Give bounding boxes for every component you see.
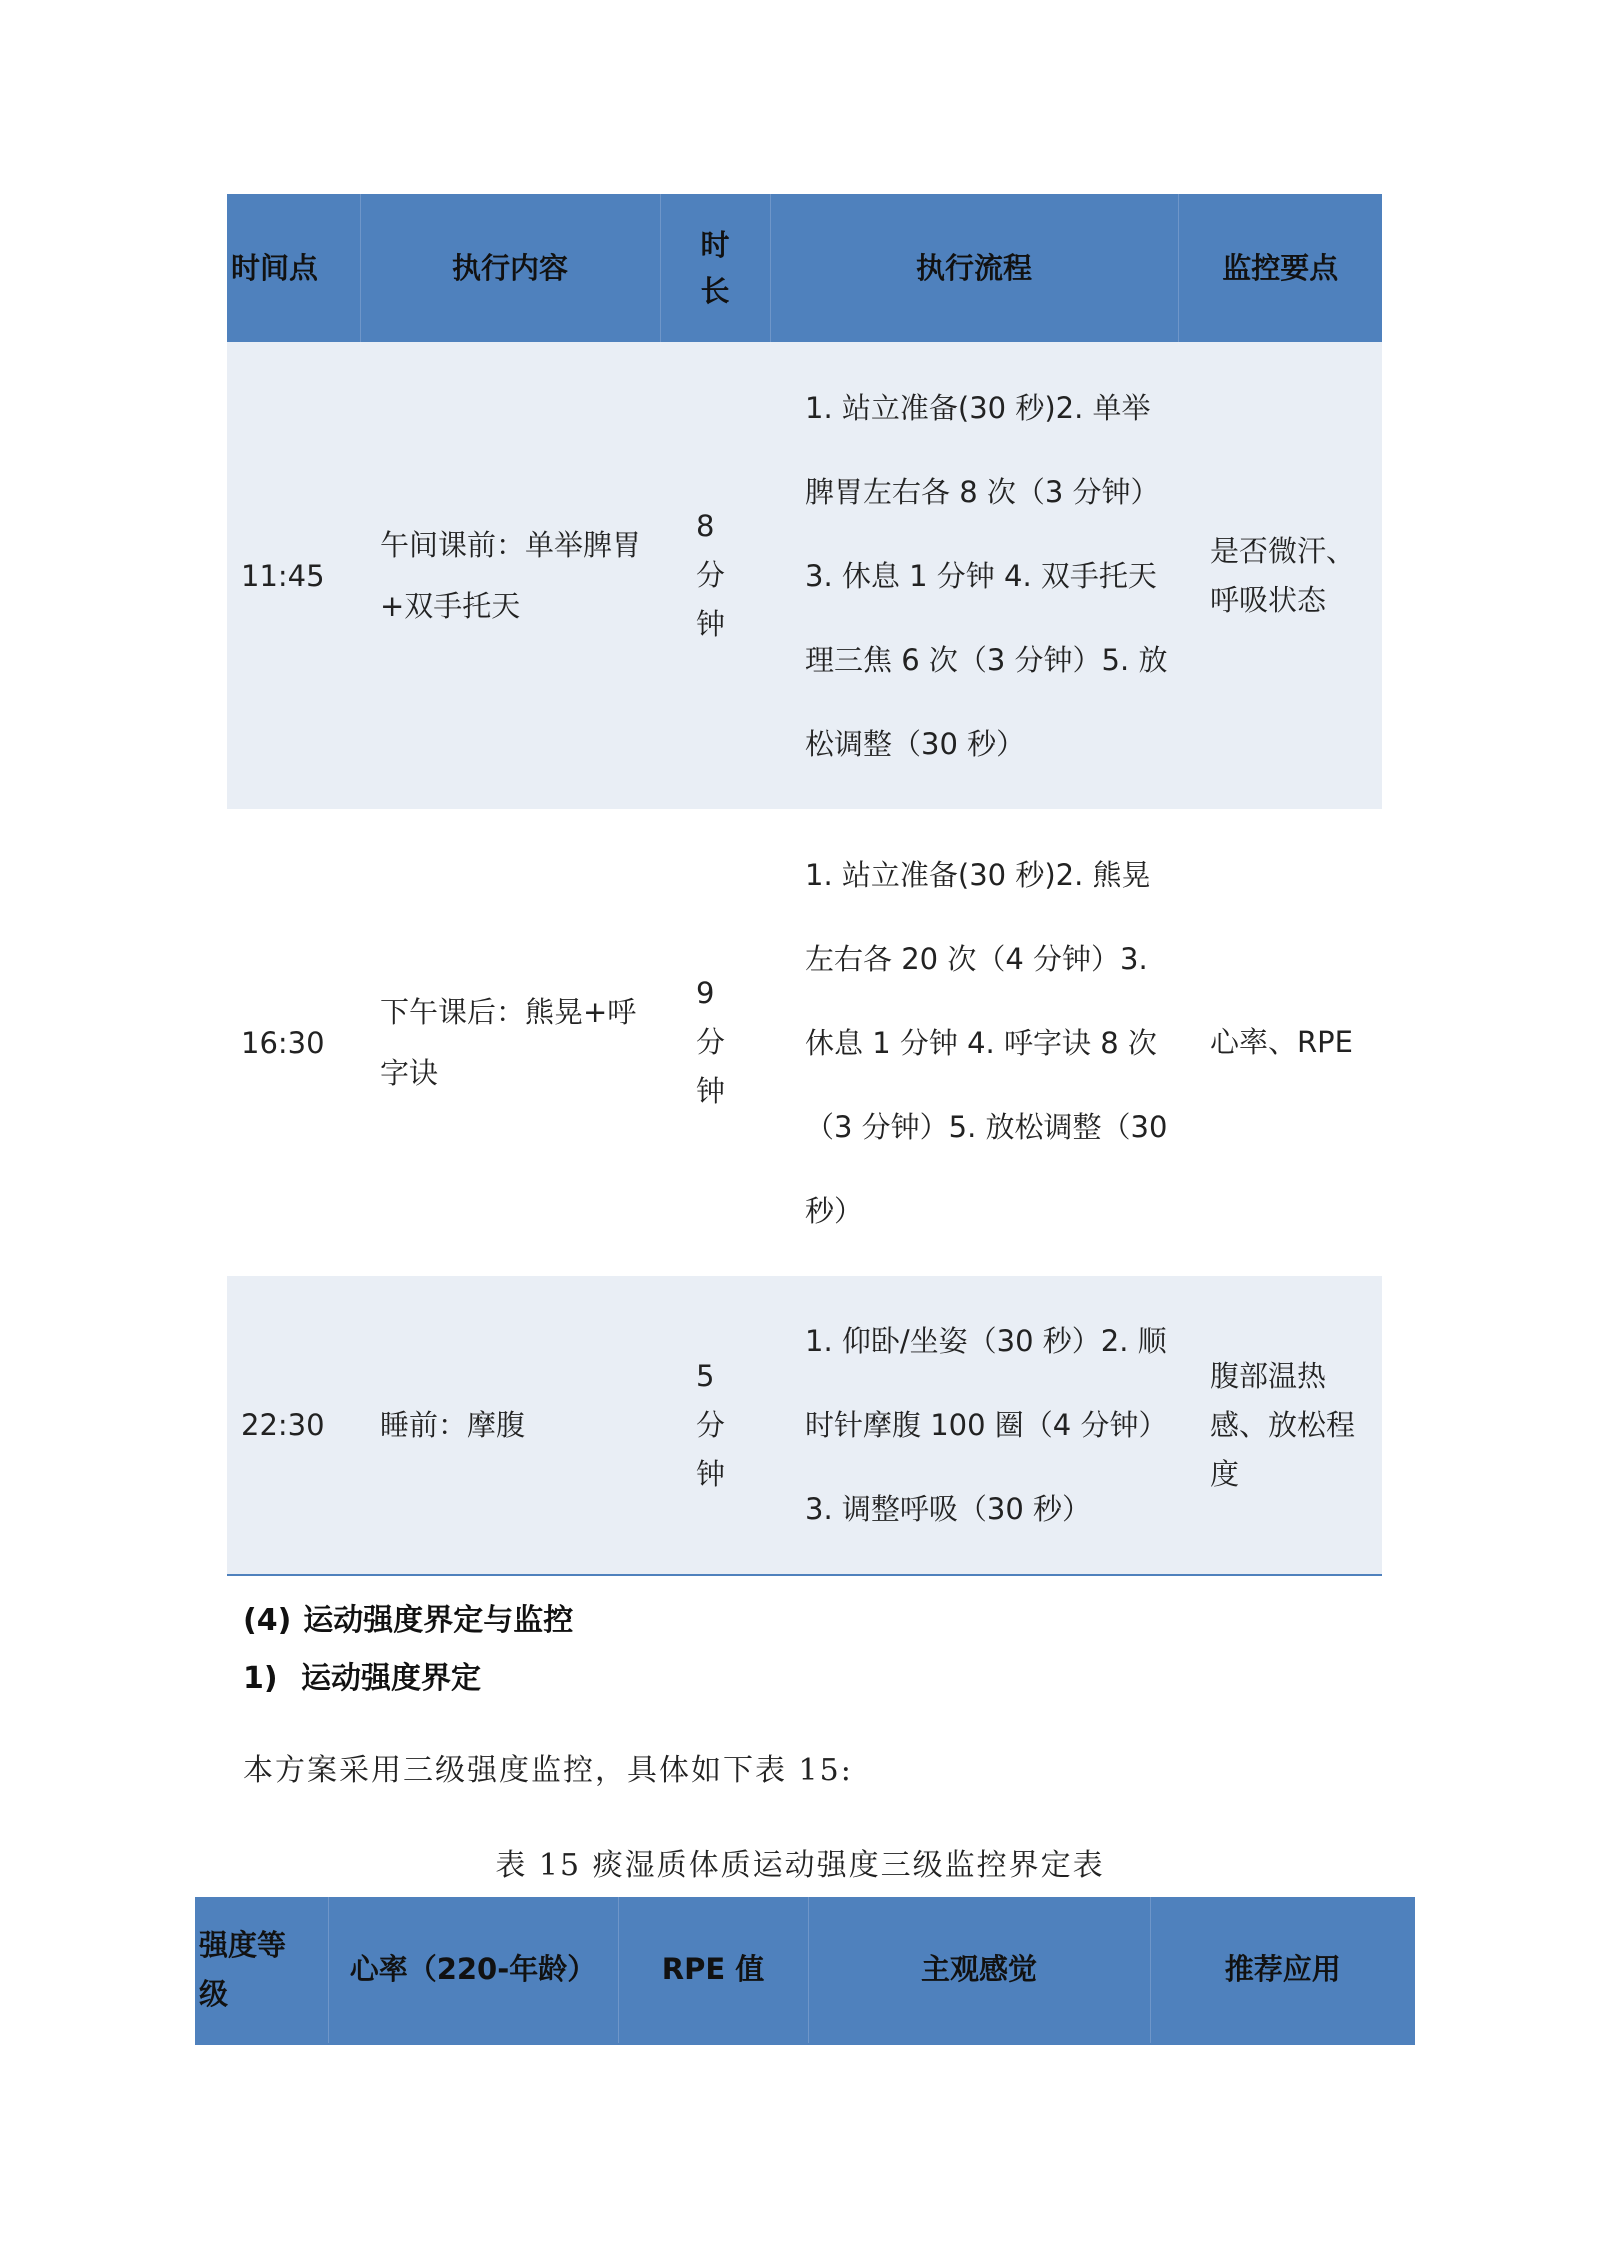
cell-monitor: 腹部温热感、放松程度: [1178, 1276, 1382, 1575]
table-row: [227, 1276, 1382, 1575]
table-header-row: [195, 1897, 1415, 2044]
section-heading-1: [243, 1653, 481, 1697]
cell-content: 午间课前：单举脾胃+双手托天: [360, 342, 660, 809]
cell-monitor: 是否微汗、呼吸状态: [1178, 342, 1382, 809]
cell-flow: 1. 站立准备(30 秒)2. 熊晃左右各 20 次（4 分钟）3. 休息 1 分钟 4. 呼字诀 8 次（3 分钟）5. 放松调整（30 秒）: [805, 857, 1168, 1228]
cell-duration-text: 9分钟: [696, 976, 726, 1108]
cell-duration-text: 8分钟: [696, 509, 726, 641]
cell-duration: [660, 342, 770, 809]
header-application: 推荐应用: [1150, 1897, 1415, 2044]
cell-monitor: 心率、RPE: [1210, 1025, 1353, 1059]
body-paragraph: 本方案采用三级强度监控，具体如下表 15:: [243, 1753, 853, 1788]
cell-content: 下午课后：熊晃+呼字诀: [380, 994, 637, 1090]
header-feeling: 主观感觉: [808, 1897, 1150, 2044]
header-flow: 执行流程: [770, 194, 1178, 342]
exercise-schedule-table: [227, 194, 1382, 1576]
section-heading-4-number: (4): [243, 1603, 292, 1638]
header-time: 时间点: [227, 194, 360, 342]
cell-content: 睡前：摩腹: [360, 1276, 660, 1575]
cell-flow: 1. 站立准备(30 秒)2. 单举脾胃左右各 8 次（3 分钟）3. 休息 1 分钟 4. 双手托天理三焦 6 次（3 分钟）5. 放松调整（30 秒）: [770, 342, 1178, 809]
header-content: 执行内容: [360, 194, 660, 342]
cell-duration: [660, 809, 770, 1276]
section-heading-1-text: 运动强度界定: [301, 1661, 481, 1696]
table-row: [227, 342, 1382, 809]
cell-duration-text: 5分钟: [696, 1358, 726, 1491]
table-caption: 表 15 痰湿质体质运动强度三级监控界定表: [495, 1848, 1105, 1883]
header-monitor: 监控要点: [1178, 194, 1382, 342]
table-header-row: [227, 194, 1382, 342]
header-duration-text: 时长: [700, 227, 730, 308]
cell-flow: 1. 仰卧/坐姿（30 秒）2. 顺时针摩腹 100 圈（4 分钟）3. 调整呼吸（30 秒）: [770, 1276, 1178, 1575]
section-heading-4-text: 运动强度界定与监控: [303, 1603, 574, 1638]
cell-duration: [660, 1276, 770, 1575]
cell-time: 16:30: [241, 1025, 325, 1060]
header-heart-rate: 心率（220-年龄）: [328, 1897, 618, 2044]
header-duration: [660, 194, 770, 342]
cell-time: 11:45: [227, 342, 360, 809]
header-level-text: 强度等级: [199, 1927, 287, 2011]
table-row: [227, 809, 1382, 1276]
section-heading-4: [243, 1595, 573, 1639]
intensity-level-table: [195, 1897, 1415, 2045]
section-heading-1-number: 1): [243, 1661, 278, 1696]
cell-time: 22:30: [227, 1276, 360, 1575]
header-rpe: RPE 值: [618, 1897, 808, 2044]
header-level: [195, 1897, 328, 2044]
